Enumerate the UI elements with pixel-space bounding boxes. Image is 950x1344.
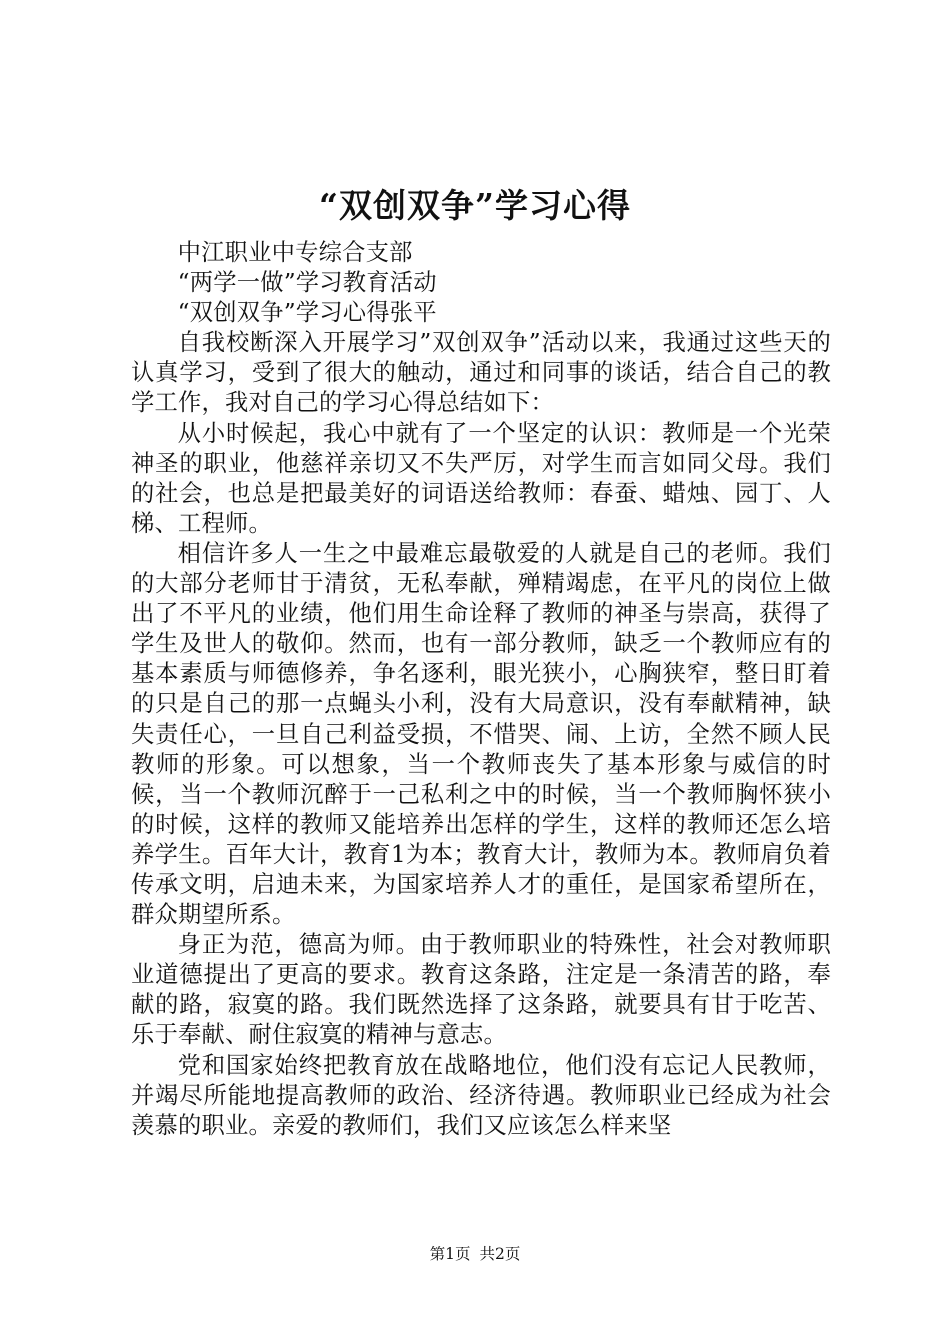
page-number: 第1页 xyxy=(429,1245,471,1263)
paragraph-state: 党和国家始终把教育放在战略地位，他们没有忘记人民教师，并竭尽所能地提高教师的政治、经济待遇。教师职业已经成为社会羡慕的职业。亲爱的教师们，我们又应该怎么样来坚 xyxy=(131,1051,831,1139)
paragraph-ethics: 身正为范，德高为师。由于教师职业的特殊性，社会对教师职业道德提出了更高的要求。教育这条路，注定是一条清苦的路，奉献的路，寂寞的路。我们既然选择了这条路，就要具有甘于吃苦、乐于奉献、耐住寂寞的精神与意志。 xyxy=(131,931,831,1049)
page-footer xyxy=(0,1244,950,1264)
subtitle-author-line: “双创双争”学习心得张平 xyxy=(177,299,437,327)
paragraph-intro: 自我校断深入开展学习”双创双争”活动以来，我通过这些天的认真学习，受到了很大的触动，通过和同事的谈话，结合自己的教学工作，我对自己的学习心得总结如下： xyxy=(131,329,831,417)
org-name-line: 中江职业中专综合支部 xyxy=(177,239,413,266)
paragraph-teachers: 相信许多人一生之中最难忘最敬爱的人就是自己的老师。我们的大部分老师甘于清贫，无私奉献，殚精竭虑，在平凡的岗位上做出了不平凡的业绩，他们用生命诠释了教师的神圣与崇高，获得了学生及世人的敬仰。然而，也有一部分教师，缺乏一个教师应有的基本素质与师德修养，争名逐利，眼光狭小，心胸狭窄，整日盯着的只是自己的那一点蝇头小利，没有大局意识，没有奉献精神，缺失责任心，一旦自己利益受损，不惜哭、闹、上访，全然不顾人民教师的形象。可以想象，当一个教师丧失了基本形象与威信的时候，当一个教师沉醉于一己私利之中的时候，当一个教师胸怀狭小的时候，这样的教师又能培养出怎样的学生，这样的教师还怎么培养学生。百年大计，教育1为本；教育大计，教师为本。教师肩负着传承文明，启迪未来，为国家培养人才的重任，是国家希望所在，群众期望所系。 xyxy=(131,539,831,929)
activity-name-line: “两学一做”学习教育活动 xyxy=(177,269,437,297)
page-total: 共2页 xyxy=(479,1245,521,1263)
document-title: “双创双争”学习心得 xyxy=(319,186,631,225)
document-body xyxy=(131,238,831,1141)
paragraph-childhood: 从小时候起，我心中就有了一个坚定的认识：教师是一个光荣神圣的职业，他慈祥亲切又不失严厉，对学生而言如同父母。我们的社会，也总是把最美好的词语送给教师：春蚕、蜡烛、园丁、人梯、工程师。 xyxy=(131,419,831,537)
